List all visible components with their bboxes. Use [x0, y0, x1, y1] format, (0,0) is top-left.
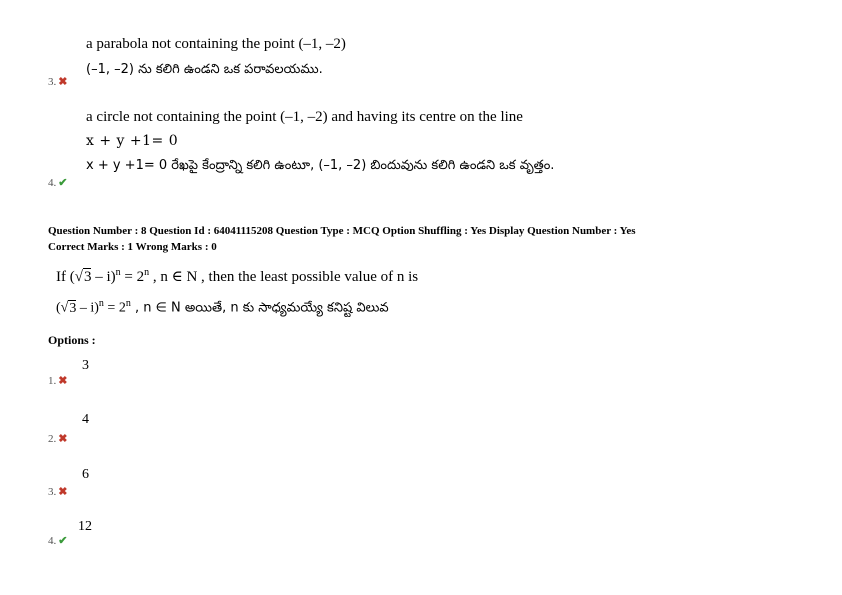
stem-rest: , n ∈ N , then the least possible value of n is	[149, 269, 419, 285]
stem-te-open: (	[56, 300, 61, 316]
option-number: 1.	[48, 375, 57, 387]
option-2-value[interactable]: 4	[82, 412, 89, 427]
check-icon: ✔	[58, 177, 68, 189]
stem-prefix: If (	[56, 269, 75, 285]
sqrt-radicand: 3	[69, 300, 77, 316]
option-2-marker	[48, 429, 67, 447]
option-1-marker	[48, 371, 67, 389]
prev-option3-text-en: a parabola not containing the point (–1, –2)	[86, 36, 346, 52]
option-3-value[interactable]: 6	[82, 467, 89, 482]
check-icon: ✔	[58, 535, 68, 547]
sqrt-radicand: 3	[83, 269, 92, 285]
question-stem-te	[56, 298, 389, 319]
stem-te-eq: = 2	[103, 300, 126, 316]
option-1-value[interactable]: 3	[82, 358, 89, 373]
stem-te-rest: , n ∈ N అయితే, n కు సాధ్యమయ్యే కనిష్ట విలువ	[130, 300, 389, 316]
option-number: 3.	[48, 76, 57, 88]
option-number: 4.	[48, 177, 57, 189]
wrong-icon: ✖	[58, 375, 68, 387]
option-number: 3.	[48, 486, 57, 498]
options-label: Options :	[48, 333, 96, 347]
prev-option4-text-te: x + y +1= 0 రేఖపై కేంద్రాన్ని కలిగి ఉంటూ, (–1, –2) బిందువును కలిగి ఉండని ఒక వృత్తం.	[86, 158, 555, 173]
exponent-n: n	[115, 267, 121, 278]
option-3-marker	[48, 482, 67, 500]
exponent-n: n	[144, 267, 150, 278]
sqrt-symbol: √	[74, 269, 83, 285]
stem-eq: = 2	[120, 269, 145, 285]
question-meta-line2: Correct Marks : 1 Wrong Marks : 0	[48, 241, 217, 253]
wrong-icon: ✖	[58, 486, 68, 498]
exponent-n: n	[98, 298, 104, 309]
exponent-n: n	[125, 298, 131, 309]
stem-te-mid: – i)	[76, 300, 99, 316]
prev-option4-equation: x + y +1= 0	[86, 133, 179, 149]
question-meta-line1: Question Number : 8 Question Id : 64041115208 Question Type : MCQ Option Shuffling : Yes Display Question Number : Yes	[48, 225, 636, 237]
option-4-marker	[48, 531, 67, 549]
question-stem-en	[56, 267, 418, 286]
wrong-icon: ✖	[58, 76, 68, 88]
option-number: 4.	[48, 535, 57, 547]
stem-mid: – i)	[91, 269, 116, 285]
prev-option4-marker	[48, 173, 67, 191]
option-4-value[interactable]: 12	[78, 519, 92, 534]
wrong-icon: ✖	[58, 433, 68, 445]
prev-option3-marker	[48, 72, 67, 90]
sqrt-symbol: √	[60, 300, 69, 316]
option-number: 2.	[48, 433, 57, 445]
prev-option3-text-te: (–1, –2) ను కలిగి ఉండని ఒక పరావలయము.	[86, 62, 323, 77]
prev-option4-text-en: a circle not containing the point (–1, –2) and having its centre on the line	[86, 109, 523, 125]
